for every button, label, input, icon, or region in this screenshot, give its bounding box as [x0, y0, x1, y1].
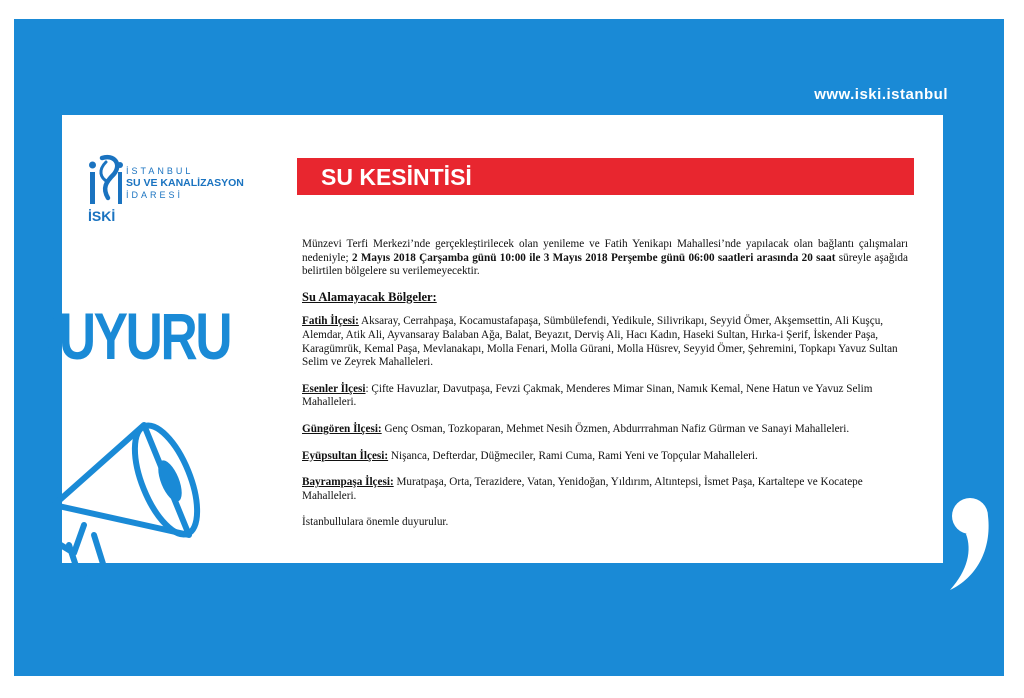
district-name: Esenler İlçesi [302, 382, 366, 395]
closing-line: İstanbullulara önemle duyurulur. [302, 516, 449, 529]
announcement-text [302, 238, 908, 530]
intro-paragraph [302, 238, 908, 279]
district-neighborhoods: Genç Osman, Tozkoparan, Mehmet Nesih Özmen, Abdurrrahman Nafiz Gürman ve Sanayi Mahalleleri. [381, 422, 850, 435]
intro-part2: süreyle aşağıda belirtilen bölgelere su verilemeyecektir. [302, 251, 908, 278]
site-url[interactable]: www.iski.istanbul [814, 86, 948, 103]
decorative-comma-icon [928, 490, 1008, 600]
affected-areas-heading: Su Alamayacak Bölgeler: [302, 289, 437, 304]
district-neighborhoods: Muratpaşa, Orta, Terazidere, Vatan, Yenidoğan, Yıldırım, Altıntepsi, İsmet Paşa, Kartaltepe ve Kocatepe Mahalleleri. [302, 476, 863, 502]
district-neighborhoods: Nişanca, Defterdar, Düğmeciler, Rami Cuma, Rami Yeni ve Topçular Mahalleleri. [388, 449, 758, 462]
district-neighborhoods: : Çifte Havuzlar, Davutpaşa, Fevzi Çakmak, Menderes Mimar Sinan, Namık Kemal, Nene Hatun ve Yavuz Selim Mahalleleri. [302, 382, 873, 409]
iski-logo-icon [88, 152, 124, 210]
district-gungoren [302, 423, 908, 437]
logo-line-istanbul: İSTANBUL [126, 166, 194, 176]
district-eyupsultan [302, 450, 908, 464]
district-bayrampasa [302, 476, 908, 503]
logo-text [126, 166, 244, 200]
iski-logo [88, 152, 263, 232]
district-name: Fatih İlçesi: [302, 315, 359, 328]
district-neighborhoods: Aksaray, Cerrahpaşa, Kocamustafapaşa, Sümbülefendi, Yedikule, Silivrikapı, Seyyid Ömer, Akşemsettin, Ali Kuşçu, Alemdar, Atik Ali, Ayvansaray Balaban Ağa, Balat, Beyazıt, Derviş Ali, Hacı Kadın, Haseki Sultan, Hırka-i Şerif, İskender Paşa, Karagümrük, Kemal Paşa, Mevlanakapı, Molla Fenari, Molla Gürani, Molla Hüsrev, Seyyid Ömer, Şehremini, Topkapı Yavuz Sultan Selim ve Zeyrek Mahalleleri. [302, 315, 898, 369]
intro-part1: Münzevi Terfi Merkezi’nde gerçekleştirilecek olan yenileme ve Fatih Yenikapı Mahallesi’nde yapılacak olan bağlantı çalışmaları nedeniyle; [302, 238, 908, 264]
megaphone-icon [24, 385, 224, 585]
intro-date-range: 2 Mayıs 2018 Çarşamba günü 10:00 ile 3 Mayıs 2018 Perşembe günü 06:00 saatleri arasında 20 saat [351, 251, 836, 264]
logo-short-name: İSKİ [88, 208, 116, 224]
district-name: Güngören İlçesi: [302, 422, 382, 435]
title-banner [297, 158, 914, 195]
district-name: Eyüpsultan İlçesi: [302, 449, 389, 462]
district-esenler [302, 383, 908, 410]
duyuru-label: DUYURU [24, 299, 231, 373]
district-name: Bayrampaşa İlçesi: [302, 476, 394, 489]
logo-line-su-kanalizasyon: SU VE KANALİZASYON [126, 177, 244, 189]
logo-line-idaresi: İDARESİ [126, 190, 184, 200]
page-title: SU KESİNTİSİ [321, 164, 472, 190]
district-fatih [302, 315, 908, 369]
